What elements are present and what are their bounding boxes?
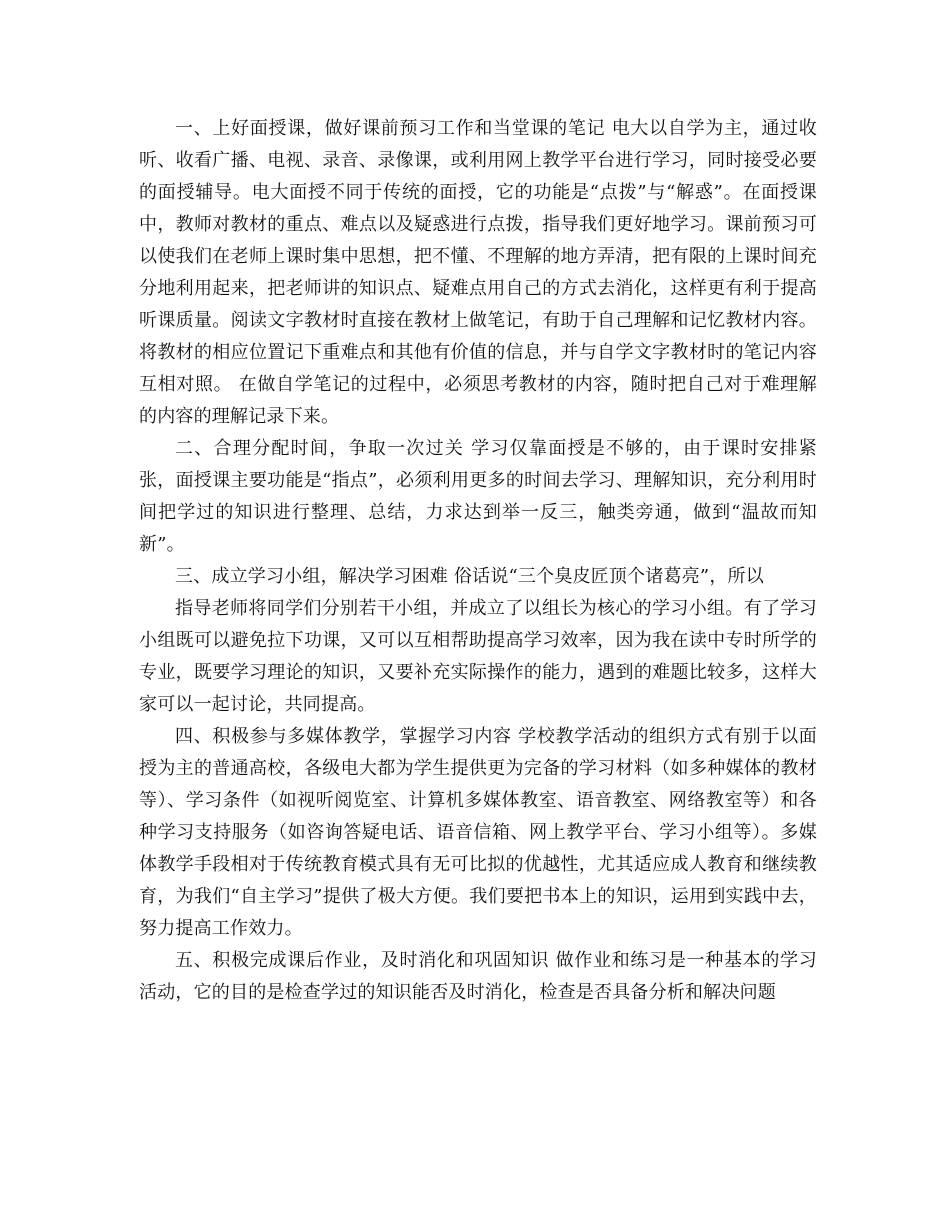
paragraph-4: 指导老师将同学们分别若干小组，并成立了以组长为核心的学习小组。有了学习小组既可以避免拉下功课，又可以互相帮助提高学习效率，因为我在读中专时所学的专业，既要学习理论的知识，又要补充实际操作的能力，遇到的难题比较多，这样大家可以一起讨论，共同提高。 <box>139 598 817 715</box>
paragraph-2: 二、合理分配时间，争取一次过关 学习仅靠面授是不够的，由于课时安排紧张，面授课主要功能是“指点”，必须利用更多的时间去学习、理解知识，充分利用时间把学过的知识进行整理、总结，力求达到举一反三，触类旁通，做到“温故而知新”。 <box>139 438 817 555</box>
document-body <box>139 113 817 1009</box>
paragraph-6: 五、积极完成课后作业，及时消化和巩固知识 做作业和练习是一种基本的学习活动，它的目的是检查学过的知识能否及时消化，检查是否具备分析和解决问题 <box>139 950 817 1003</box>
paragraph-1: 一、上好面授课，做好课前预习工作和当堂课的笔记 电大以自学为主，通过收听、收看广播、电视、录音、录像课，或利用网上教学平台进行学习，同时接受必要的面授辅导。电大面授不同于传统的面授，它的功能是“点拨”与“解惑”。在面授课中，教师对教材的重点、难点以及疑惑进行点拨，指导我们更好地学习。课前预习可以使我们在老师上课时集中思想，把不懂、不理解的地方弄清，把有限的上课时间充分地利用起来，把老师讲的知识点、疑难点用自己的方式去消化，这样更有利于提高听课质量。阅读文字教材时直接在教材上做笔记，有助于自己理解和记忆教材内容。将教材的相应位置记下重难点和其他有价值的信息，并与自学文字教材时的笔记内容互相对照。 在做自学笔记的过程中，必须思考教材的内容，随时把自己对于难理解的内容的理解记录下来。 <box>139 118 817 427</box>
paragraph-5: 四、积极参与多媒体教学，掌握学习内容 学校教学活动的组织方式有别于以面授为主的普通高校，各级电大都为学生提供更为完备的学习材料（如多种媒体的教材等）、学习条件（如视听阅览室、计算机多媒体教室、语音教室、网络教室等）和各种学习支持服务（如咨询答疑电话、语音信箱、网上教学平台、学习小组等）。多媒体教学手段相对于传统教育模式具有无可比拟的优越性，尤其适应成人教育和继续教育，为我们“自主学习”提供了极大方便。我们要把书本上的知识，运用到实践中去，努力提高工作效力。 <box>139 726 817 939</box>
paragraph-3: 三、成立学习小组，解决学习困难 俗话说“三个臭皮匠顶个诸葛亮”，所以 <box>175 566 764 587</box>
